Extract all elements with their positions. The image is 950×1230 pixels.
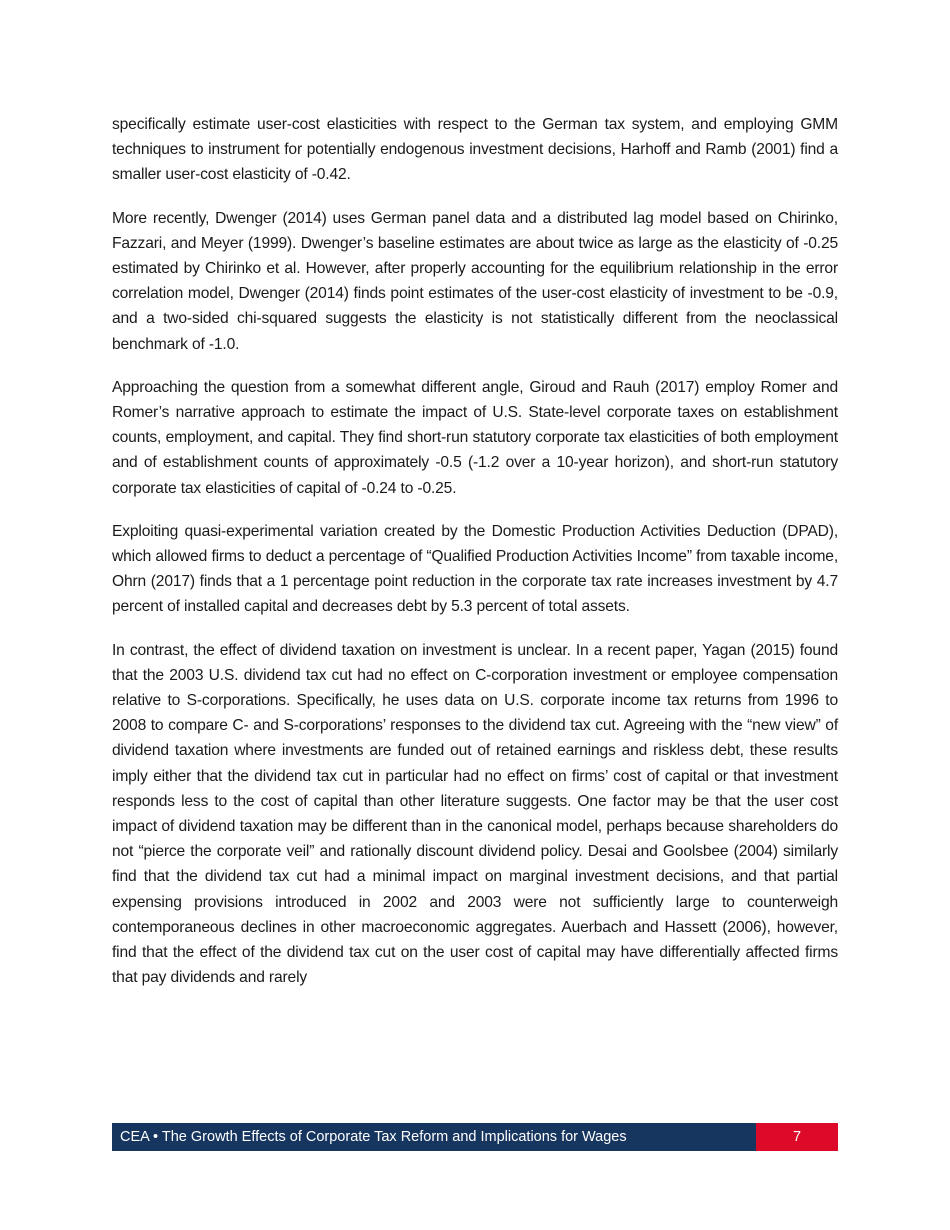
page-number: 7 bbox=[756, 1123, 838, 1151]
paragraph-ohrn-dpad: Exploiting quasi-experimental variation created by the Domestic Production Activities Deduction (DPAD), which allowed firms to deduct a percentage of “Qualified Production Activities Income” from taxable income, Ohrn (2017) finds that a 1 percentage point reduction in the corporate tax rate increases investment by 4.7 percent of installed capital and decreases debt by 5.3 percent of total assets. bbox=[112, 522, 838, 616]
paragraph-dwenger: More recently, Dwenger (2014) uses German panel data and a distributed lag model based on Chirinko, Fazzari, and Meyer (1999). Dwenger’s baseline estimates are about twice as large as the elasticity of -0.25 estimated by Chirinko et al. However, after properly accounting for the equilibrium relationship in the error correlation model, Dwenger (2014) finds point estimates of the user-cost elasticity of investment to be -0.9, and a two-sided chi-squared suggests the elasticity is not statistically different from the neoclassical benchmark of -1.0. bbox=[112, 209, 838, 353]
paragraph-dividend-taxation: In contrast, the effect of dividend taxation on investment is unclear. In a recent paper, Yagan (2015) found that the 2003 U.S. dividend tax cut had no effect on C-corporation investment or employee compensation relative to S-corporations. Specifically, he uses data on U.S. corporate income tax returns from 1996 to 2008 to compare C- and S-corporations’ responses to the dividend tax cut. Agreeing with the “new view” of dividend taxation where investments are funded out of retained earnings and riskless debt, these results imply either that the dividend tax cut in particular had no effect on firms’ cost of capital or that investment responds less to the cost of capital than other literature suggests. One factor may be that the user cost impact of dividend taxation may be different than in the canonical model, perhaps because shareholders do not “pierce the corporate veil” and rationally discount dividend policy. Desai and Goolsbee (2004) similarly find that the dividend tax cut had a minimal impact on marginal investment decisions, and that partial expensing provisions introduced in 2002 and 2003 were not sufficiently large to counterweigh contemporaneous declines in other macroeconomic aggregates. Auerbach and Hassett (2006), however, find that the effect of the dividend tax cut on the user cost of capital may have differentially affected firms that pay dividends and rarely bbox=[112, 641, 838, 987]
page-footer bbox=[112, 1123, 838, 1151]
paragraph-giroud-rauh: Approaching the question from a somewhat different angle, Giroud and Rauh (2017) employ Romer and Romer’s narrative approach to estimate the impact of U.S. State-level corporate taxes on establishment counts, employment, and capital. They find short-run statutory corporate tax elasticities of both employment and of establishment counts of approximately -0.5 (-1.2 over a 10-year horizon), and short-run statutory corporate tax elasticities of capital of -0.24 to -0.25. bbox=[112, 378, 838, 497]
footer-title: CEA • The Growth Effects of Corporate Tax Reform and Implications for Wages bbox=[112, 1123, 756, 1151]
body-text bbox=[112, 112, 838, 1009]
paragraph-harhoff-ramb: specifically estimate user-cost elasticities with respect to the German tax system, and employing GMM techniques to instrument for potentially endogenous investment decisions, Harhoff and Ramb (2001) find a smaller user-cost elasticity of -0.42. bbox=[112, 116, 838, 184]
